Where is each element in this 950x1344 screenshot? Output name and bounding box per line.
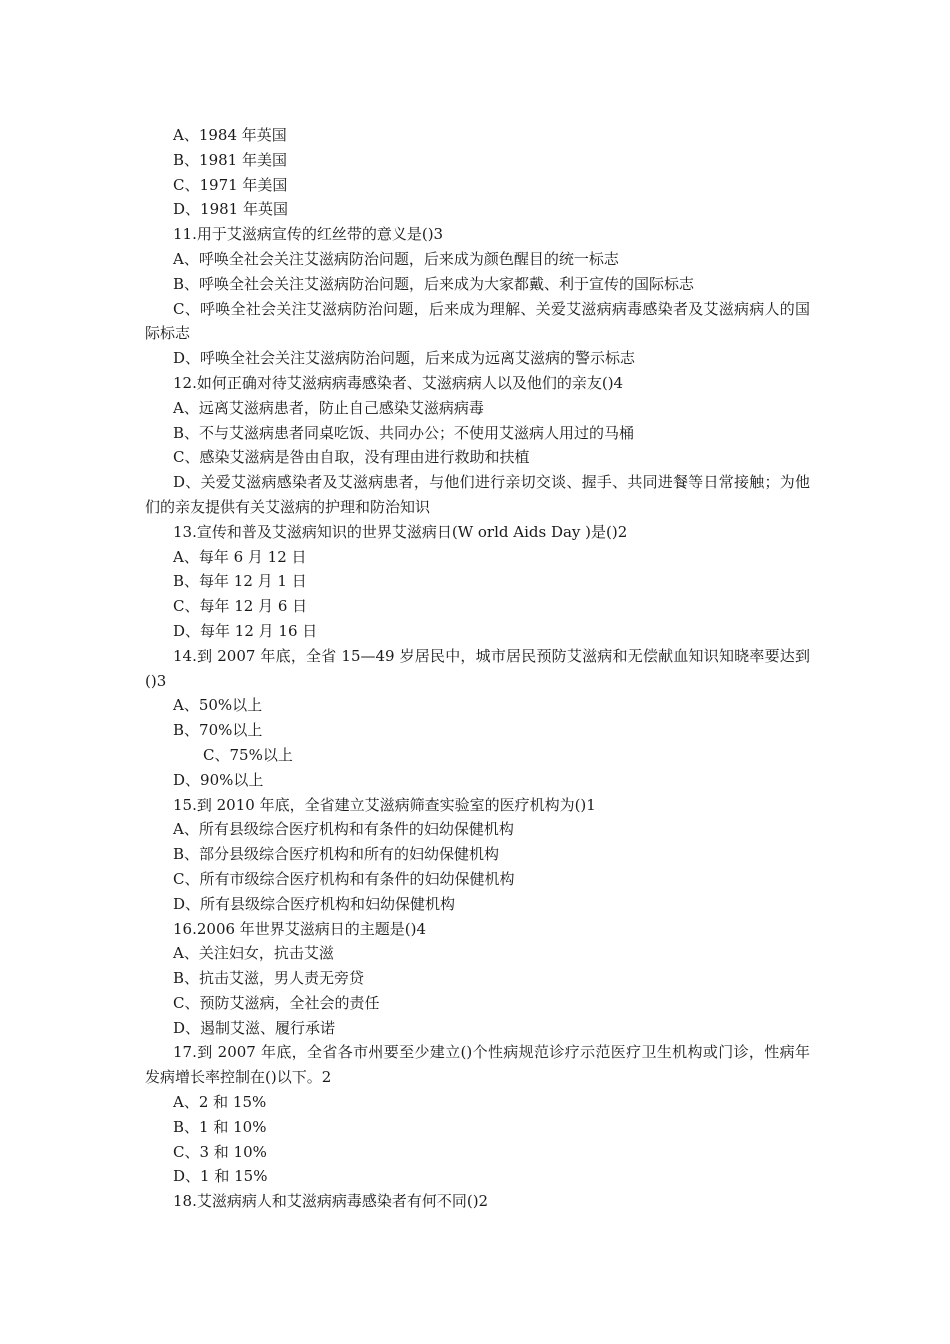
text-line: A、50%以上 <box>173 696 263 715</box>
text-line: A、2 和 15% <box>173 1093 267 1112</box>
text-line: B、1 和 10% <box>173 1117 267 1136</box>
text-line: D、关爱艾滋病感染者及艾滋病患者，与他们进行亲切交谈、握手、共同进餐等日常接触；为他们的亲友提供有关艾滋病的护理和防治知识 <box>145 473 810 516</box>
text-line: D、所有县级综合医疗机构和妇幼保健机构 <box>173 894 456 913</box>
text-line: A、1984 年英国 <box>173 126 287 144</box>
text-line: 16.2006 年世界艾滋病日的主题是()4 <box>173 919 427 938</box>
text-line: B、每年 12 月 1 日 <box>173 572 307 591</box>
text-line: D、90%以上 <box>173 770 264 789</box>
text-line: D、遏制艾滋、履行承诺 <box>173 1018 336 1037</box>
text-line: B、不与艾滋病患者同桌吃饭、共同办公；不使用艾滋病人用过的马桶 <box>173 423 635 442</box>
text-line: 15.到 2010 年底，全省建立艾滋病筛查实验室的医疗机构为()1 <box>173 795 596 814</box>
text-line: C、呼唤全社会关注艾滋病防治问题，后来成为理解、关爱艾滋病病毒感染者及艾滋病病人的国际标志 <box>145 299 810 343</box>
text-line: 12.如何正确对待艾滋病病毒感染者、艾滋病病人以及他们的亲友()4 <box>173 373 624 392</box>
text-line: B、部分县级综合医疗机构和所有的妇幼保健机构 <box>173 845 500 864</box>
text-line: D、呼唤全社会关注艾滋病防治问题，后来成为远离艾滋病的警示标志 <box>173 349 636 368</box>
text-line: C、每年 12 月 6 日 <box>173 597 308 616</box>
text-line: 11.用于艾滋病宣传的红丝带的意义是()3 <box>173 225 444 244</box>
text-line: C、75%以上 <box>203 745 293 764</box>
text-line: 18.艾滋病病人和艾滋病病毒感染者有何不同()2 <box>173 1192 489 1211</box>
text-line: C、感染艾滋病是咎由自取，没有理由进行救助和扶植 <box>173 448 530 467</box>
text-line: 14.到 2007 年底，全省 15—49 岁居民中，城市居民预防艾滋病和无偿献血知识知晓率要达到()3 <box>145 646 810 690</box>
text-line: B、1981 年美国 <box>173 150 287 169</box>
text-line: B、抗击艾滋，男人责无旁贷 <box>173 969 365 988</box>
text-line: A、每年 6 月 12 日 <box>173 547 307 566</box>
text-line: 17.到 2007 年底，全省各市州要至少建立()个性病规范诊疗示范医疗卫生机构或门诊，性病年发病增长率控制在()以下。2 <box>145 1043 810 1087</box>
text-line: D、1 和 15% <box>173 1167 268 1186</box>
text-line: C、1971 年美国 <box>173 175 288 194</box>
text-line: D、1981 年英国 <box>173 200 288 219</box>
text-line: B、呼唤全社会关注艾滋病防治问题，后来成为大家都戴、利于宣传的国际标志 <box>173 274 695 293</box>
document-body <box>145 123 810 1214</box>
text-line: C、所有市级综合医疗机构和有条件的妇幼保健机构 <box>173 869 515 888</box>
text-line: A、所有县级综合医疗机构和有条件的妇幼保健机构 <box>173 820 514 839</box>
text-line: C、3 和 10% <box>173 1142 267 1161</box>
text-line: D、每年 12 月 16 日 <box>173 621 318 640</box>
text-line: C、预防艾滋病，全社会的责任 <box>173 993 380 1012</box>
text-line: B、70%以上 <box>173 721 263 740</box>
text-line: 13.宣传和普及艾滋病知识的世界艾滋病日(W orld Aids Day )是()2 <box>173 522 628 541</box>
text-line: A、关注妇女，抗击艾滋 <box>173 944 334 963</box>
text-line: A、远离艾滋病患者，防止自己感染艾滋病病毒 <box>173 398 484 417</box>
text-line: A、呼唤全社会关注艾滋病防治问题，后来成为颜色醒目的统一标志 <box>173 249 619 268</box>
